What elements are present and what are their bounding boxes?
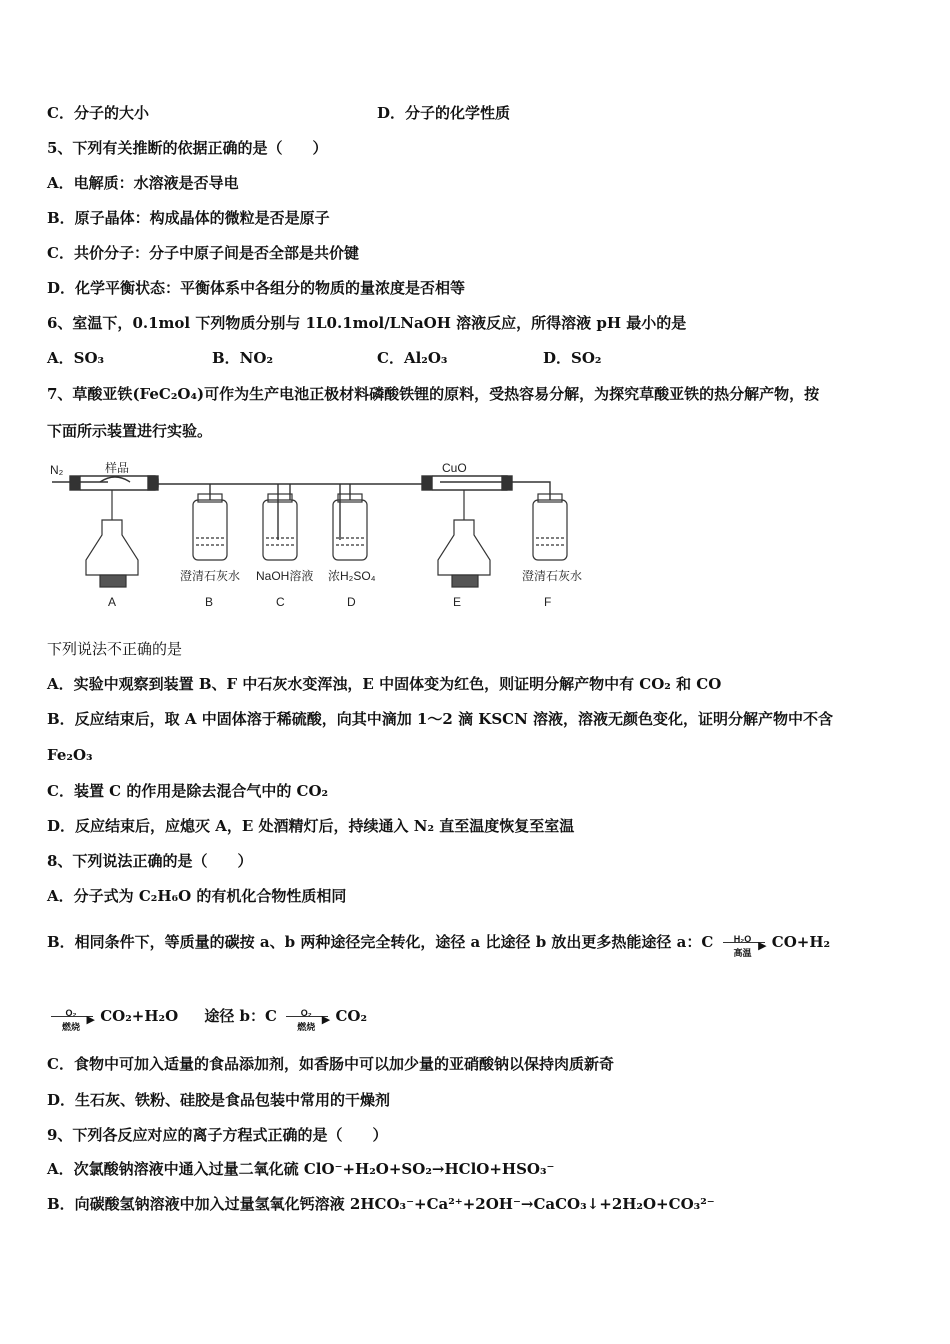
bottle-b [193, 500, 227, 560]
q7-stem-line2: 下面所示装置进行实验。 [47, 422, 213, 440]
alcohol-lamp-e [438, 520, 490, 575]
arrow-o2-burn-b: O₂ ▶ 燃烧 [282, 1007, 330, 1027]
letter-b: B [205, 595, 214, 609]
q5-option-d: D．化学平衡状态：平衡体系中各组分的物质的量浓度是否相等 [47, 279, 466, 297]
bottle-c [263, 500, 297, 560]
lamp-base-a [100, 575, 126, 587]
alcohol-lamp-a [86, 520, 138, 575]
q5-option-b: B．原子晶体：构成晶体的微粒是否是原子 [47, 209, 330, 227]
q8-b-product1: CO+H₂ [771, 933, 831, 951]
letter-a: A [108, 595, 117, 609]
sample-heap [100, 477, 130, 482]
q7-option-d: D．反应结束后，应熄灭 A，E 处酒精灯后，持续通入 N₂ 直至温度恢复至室温 [47, 817, 575, 835]
cuo-label: CuO [442, 461, 467, 475]
q4-option-d: D．分子的化学性质 [377, 104, 511, 122]
q6-option-c: C．Al₂O₃ [377, 349, 448, 367]
q5-option-a: A．电解质：水溶液是否导电 [47, 174, 239, 192]
stopper-a-left [70, 476, 80, 490]
label-d-reagent: 浓H₂SO₄ [328, 569, 376, 583]
q8-b-product2: CO₂+H₂O [100, 1007, 179, 1025]
q6-stem: 6、室温下，0.1mol 下列物质分别与 1L0.1mol/LNaOH 溶液反应，所得溶液 pH 最小的是 [47, 314, 687, 332]
sample-tube-a [78, 476, 158, 490]
letter-f: F [544, 595, 552, 609]
n2-label: N₂ [50, 463, 64, 477]
cuo-tube-e [430, 476, 510, 490]
bottle-f [533, 500, 567, 560]
q7-option-b-line1: B．反应结束后，取 A 中固体溶于稀硫酸，向其中滴加 1～2 滴 KSCN 溶液，溶液无颜色变化，证明分解产物中不含 [47, 710, 834, 728]
label-b-reagent: 澄清石灰水 [180, 569, 241, 583]
q6-option-a: A．SO₃ [47, 349, 105, 367]
arrow-h2o-high-temp: H₂O ▶ 高温 [719, 933, 767, 953]
arrow-top-h2o: H₂O [733, 934, 752, 944]
letter-e: E [453, 595, 462, 609]
q7-option-b-line2: Fe₂O₃ [47, 746, 93, 764]
q9-option-a: A．次氯酸钠溶液中通入过量二氧化硫 ClO⁻+H₂O+SO₂→HClO+HSO₃⁻ [47, 1160, 555, 1178]
q6-option-b: B．NO₂ [212, 349, 274, 367]
q4-option-c: C．分子的大小 [47, 104, 149, 122]
q8-option-b-line2 [47, 1006, 368, 1032]
q5-option-c: C．共价分子：分子中原子间是否全部是共价键 [47, 244, 359, 262]
q7-option-c: C．装置 C 的作用是除去混合气中的 CO₂ [47, 782, 329, 800]
arrow-bottom-burn-b: 燃烧 [297, 1022, 316, 1032]
q8-option-a: A．分子式为 C₂H₆O 的有机化合物性质相同 [47, 887, 347, 905]
q7-stem-line1: 7、草酸亚铁(FeC₂O₄)可作为生产电池正极材料磷酸铁锂的原料，受热容易分解，为探究草酸亚铁的热分解产物，按 [47, 385, 820, 403]
q8-b-product3: CO₂ [335, 1007, 368, 1025]
q8-stem: 8、下列说法正确的是（ ） [47, 852, 253, 870]
bottle-d [333, 500, 367, 560]
arrow-bottom-high-temp: 高温 [733, 948, 752, 958]
q5-stem: 5、下列有关推断的依据正确的是（ ） [47, 139, 328, 157]
label-c-reagent: NaOH溶液 [256, 569, 314, 583]
stopper-a-right [148, 476, 158, 490]
q9-option-b: B．向碳酸氢钠溶液中加入过量氢氧化钙溶液 2HCO₃⁻+Ca²⁺+2OH⁻→CaCO₃↓+2H₂O+CO₃²⁻ [47, 1195, 715, 1213]
sample-label: 样品 [105, 461, 130, 475]
q6-option-d: D．SO₂ [543, 349, 602, 367]
q8-b-path-b: 途径 b：C [204, 1007, 277, 1025]
experiment-apparatus-figure [50, 460, 595, 615]
q7-option-a: A．实验中观察到装置 B、F 中石灰水变浑浊，E 中固体变为红色，则证明分解产物中有 CO₂ 和 CO [47, 675, 722, 693]
arrow-top-o2-b: O₂ [300, 1008, 312, 1018]
label-f-reagent: 澄清石灰水 [522, 569, 583, 583]
q8-b-text: B．相同条件下，等质量的碳按 a、b 两种途径完全转化，途径 a 比途径 b 放出更多热能途径 a：C [47, 933, 714, 951]
q7-question: 下列说法不正确的是 [47, 640, 183, 658]
q8-option-c: C．食物中可加入适量的食品添加剂，如香肠中可以加少量的亚硝酸钠以保持肉质新奇 [47, 1055, 614, 1073]
arrow-bottom-burn-a: 燃烧 [61, 1022, 80, 1032]
letter-c: C [276, 595, 285, 609]
q8-option-d: D．生石灰、铁粉、硅胶是食品包装中常用的干燥剂 [47, 1091, 391, 1109]
letter-d: D [347, 595, 356, 609]
arrow-o2-burn-a: O₂ ▶ 燃烧 [47, 1007, 95, 1027]
arrow-top-o2-a: O₂ [65, 1008, 77, 1018]
q9-stem: 9、下列各反应对应的离子方程式正确的是（ ） [47, 1126, 388, 1144]
q8-option-b-line1 [47, 932, 831, 958]
